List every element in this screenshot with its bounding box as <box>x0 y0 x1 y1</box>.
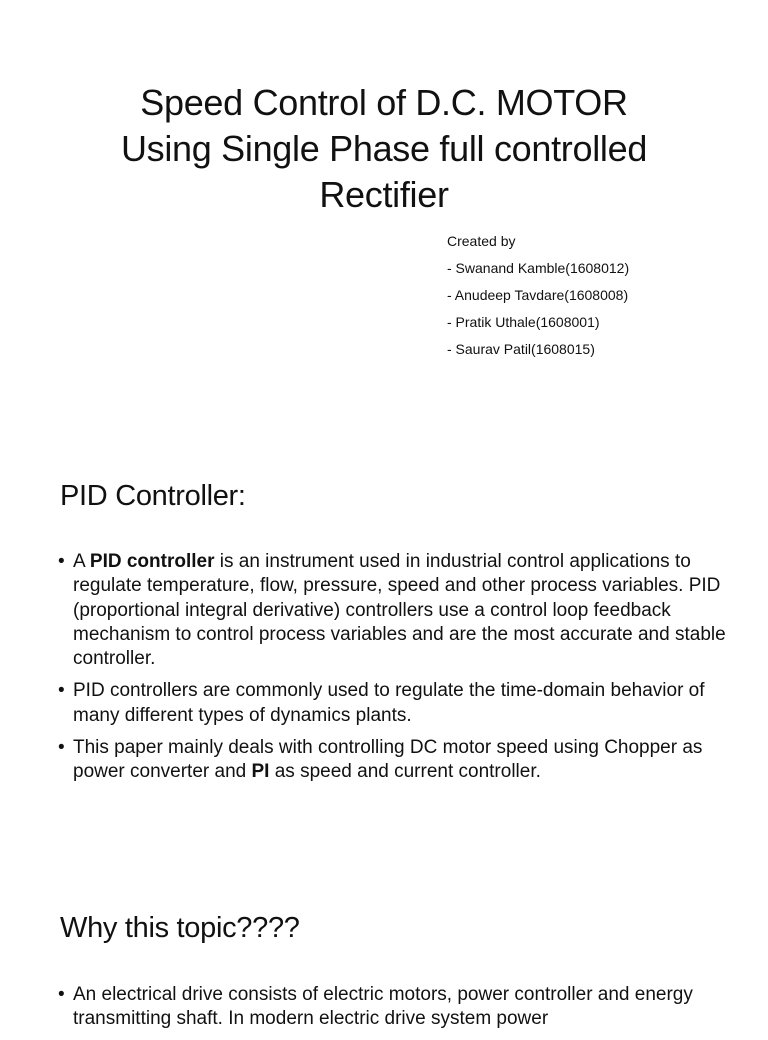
bullet-list <box>58 550 728 793</box>
bullet-text-bold: PID controller <box>89 551 215 572</box>
bullet-text-pre: A <box>73 551 90 572</box>
bullet-text-pre: This paper mainly deals with controlling DC motor speed using Chopper as power converter and <box>73 737 703 783</box>
bullet-text-bold: PI <box>251 761 270 783</box>
author-item: - Anudeep Tavdare(1608008) <box>447 287 629 303</box>
author-item: - Pratik Uthale(1608001) <box>447 314 600 330</box>
bullet-item <box>58 679 728 728</box>
slide-heading: Why this topic???? <box>60 912 300 944</box>
author-item: - Swanand Kamble(1608012) <box>447 260 630 276</box>
slide-heading: PID Controller: <box>60 480 246 512</box>
created-by-label: Created by <box>447 233 516 249</box>
title-line-2: Using Single Phase full controlled <box>120 128 648 169</box>
bullet-text: PID controllers are commonly used to regulate the time-domain behavior of many different types of dynamics plants. <box>73 680 705 726</box>
why-this-topic-slide <box>0 880 768 1030</box>
bullet-list <box>58 983 728 1040</box>
slide-title <box>60 80 708 218</box>
author-item: - Saurav Patil(1608015) <box>447 341 595 357</box>
title-line-3: Rectifier <box>319 174 449 215</box>
bullet-text-post: is an instrument used in industrial control applications to regulate temperature, flow, pressure, speed and other process variables. PID (proportional integral derivative) controllers use a control loop feedback mechanism to control process variables and are the most accurate and stable controller. <box>73 551 726 670</box>
bullet-icon: • <box>58 984 65 1005</box>
bullet-item <box>58 983 728 1032</box>
pid-controller-slide <box>0 440 768 840</box>
bullet-text-post: as speed and current controller. <box>269 761 541 783</box>
bullet-icon: • <box>58 680 65 702</box>
bullet-icon: • <box>58 551 65 572</box>
bullet-icon: • <box>58 737 65 759</box>
bullet-item <box>58 550 728 671</box>
title-slide <box>0 0 768 420</box>
bullet-item <box>58 736 728 785</box>
title-line-1: Speed Control of D.C. MOTOR <box>140 82 628 123</box>
authors-block <box>447 228 629 363</box>
bullet-text: An electrical drive consists of electric motors, power controller and energy transmitting shaft. In modern electric drive system power <box>73 984 693 1030</box>
